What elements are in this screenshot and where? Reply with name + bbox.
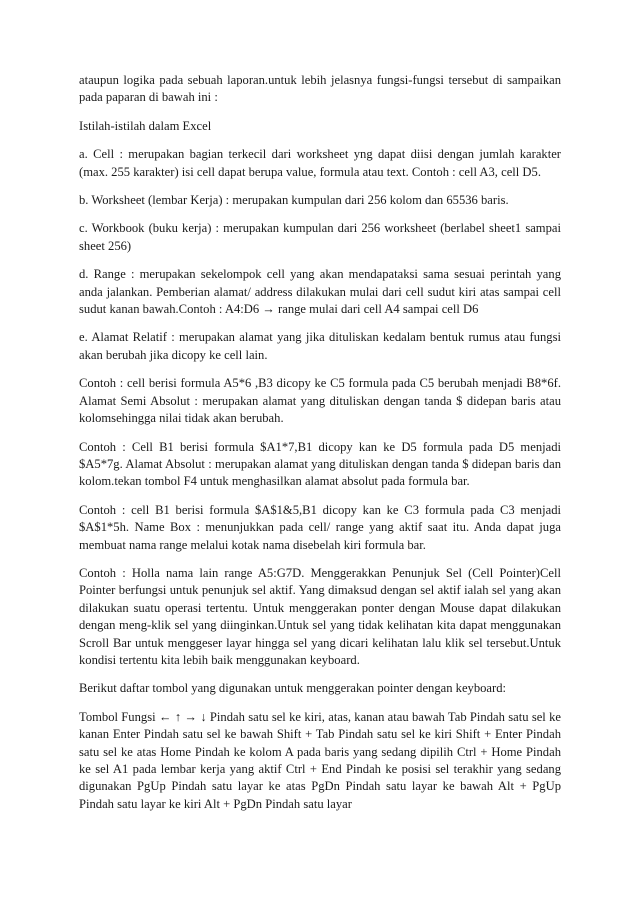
paragraph-semi-absolute: Contoh : cell berisi formula A5*6 ,B3 dicopy ke C5 formula pada C5 berubah menjadi B8*6f. Alamat Semi Absolut : merupakan alamat yang dituliskan dengan tanda $ didepan baris atau kolomsehingga nilai tidak akan berubah. — [79, 376, 561, 426]
paragraph-name-box: Contoh : cell B1 berisi formula $A$1&5,B1 dicopy kan ke C3 formula pada C3 menjadi $A$1*5h. Name Box : menunjukkan pada cell/ range yang aktif saat itu. Anda dapat juga membuat nama range melalui kotak nama disebelah kiri formula bar. — [79, 502, 561, 552]
paragraph-cell-pointer: Contoh : Holla nama lain range A5:G7D. Menggerakkan Penunjuk Sel (Cell Pointer)Cell Pointer berfungsi untuk penunjuk sel aktif. Yang dimaksud dengan sel aktif ialah sel yang akan dilakukan suatu operasi tertentu. Untuk menggerakan ponter dengan Mouse dapat dilakukan dengan meng-klik sel yang diinginkan.Untuk sel yang tidak kelihatan kita dapat menggunakan Scroll Bar untuk menggeser layar hingga sel yang dicari kelihatan lalu klik sel tersebut.Untuk kondisi tertentu kita lebih baik menggunakan keyboard. — [79, 565, 561, 667]
paragraph-cell: a. Cell : merupakan bagian terkecil dari worksheet yng dapat diisi dengan jumlah karakter (max. 255 karakter) isi cell dapat berupa value, formula atau text. Contoh : cell A3, cell D5. — [79, 147, 561, 179]
paragraph-range: d. Range : merupakan sekelompok cell yang akan mendapataksi sama sesuai perintah yang anda jalankan. Pemberian alamat/ address dilakukan mulai dari cell sudut kiri atas sampai cell sudut kanan bawah.Contoh : A4:D6 → range mulai dari cell A4 sampai cell D6 — [79, 267, 561, 317]
paragraph-keyboard-intro: Berikut daftar tombol yang digunakan untuk menggerakan pointer dengan keyboard: — [79, 681, 507, 696]
paragraph-workbook: c. Workbook (buku kerja) : merupakan kumpulan dari 256 worksheet (berlabel sheet1 sampai sheet 256) — [79, 221, 561, 253]
paragraph-worksheet: b. Worksheet (lembar Kerja) : merupakan kumpulan dari 256 kolom dan 65536 baris. — [79, 193, 509, 208]
section-heading: Istilah-istilah dalam Excel — [79, 118, 212, 133]
paragraph-absolute: Contoh : Cell B1 berisi formula $A1*7,B1 dicopy kan ke D5 formula pada D5 menjadi $A5*7g. Alamat Absolut : merupakan alamat yang dituliskan dengan tanda $ didepan baris dan kolom.tekan tombol F4 untuk menghasilkan alamat absolut pada formula bar. — [79, 439, 561, 489]
paragraph-intro: ataupun logika pada sebuah laporan.untuk lebih jelasnya fungsi-fungsi tersebut di sampaikan pada paparan di bawah ini : — [79, 73, 561, 105]
paragraph-relative-address: e. Alamat Relatif : merupakan alamat yang jika dituliskan kedalam bentuk rumus atau fungsi akan berubah jika dicopy ke cell lain. — [79, 330, 561, 362]
paragraph-keyboard-list: Tombol Fungsi ← ↑ → ↓ Pindah satu sel ke kiri, atas, kanan atau bawah Tab Pindah satu sel ke kanan Enter Pindah satu sel ke bawah Shift + Tab Pindah satu sel ke kiri Shift + Enter Pindah satu sel ke atas Home Pindah ke kolom A pada baris yang sedang dipilih Ctrl + Home Pindah ke sel A1 pada lembar kerja yang aktif Ctrl + End Pindah ke posisi sel terakhir yang sedang digunakan PgUp Pindah satu layar ke atas PgDn Pindah satu layar ke bawah Alt + PgUp Pindah satu layar ke kiri Alt + PgDn Pindah satu layar — [79, 709, 561, 811]
document-page — [79, 72, 561, 824]
